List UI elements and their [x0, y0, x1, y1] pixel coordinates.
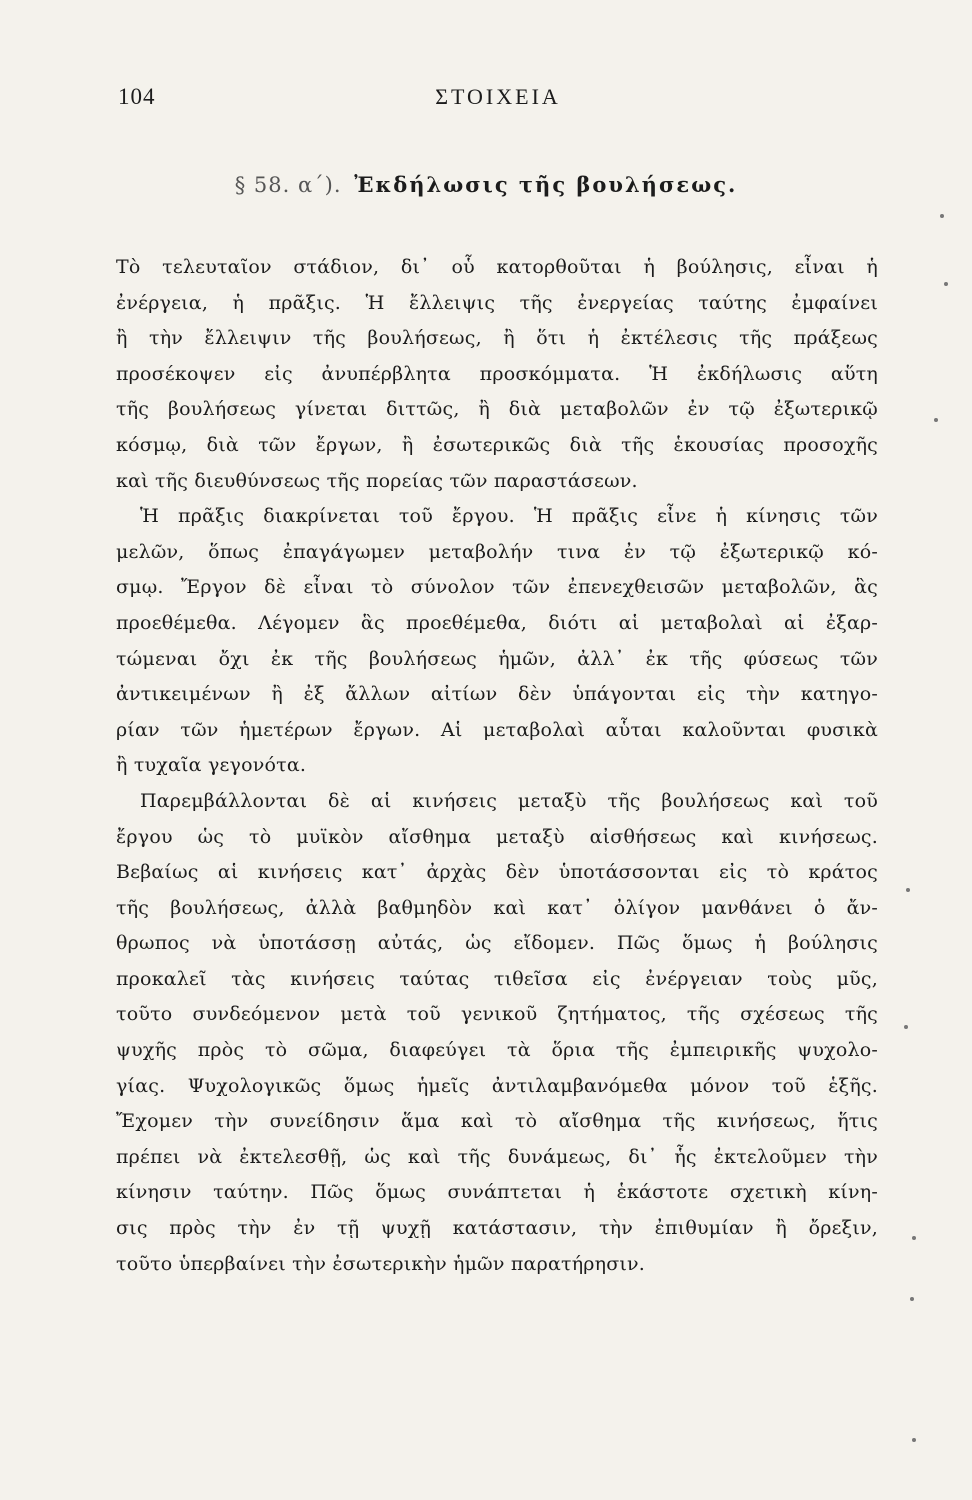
text-line: σμῳ. Ἔργον δὲ εἶναι τὸ σύνολον τῶν ἐπενεχθεισῶν μεταβολῶν, ἃς	[116, 576, 878, 599]
text-line: γίας. Ψυχολογικῶς ὅμως ἡμεῖς ἀντιλαμβανόμεθα μόνον τοῦ ἑξῆς.	[116, 1074, 878, 1097]
text-line: προκαλεῖ τὰς κινήσεις ταύτας τιθεῖσα εἰς ἐνέργειαν τοὺς μῦς,	[116, 967, 878, 990]
text-line: θρωπος νὰ ὑποτάσσῃ αὐτάς, ὡς εἴδομεν. Πῶς ὅμως ἡ βούλησις	[116, 932, 878, 955]
paragraph	[116, 784, 878, 1282]
book-title: ΣΤΟΙΧΕΙΑ	[435, 84, 561, 109]
text-line: ἢ τυχαῖα γεγονότα.	[116, 754, 307, 777]
text-line: ἀντικειμένων ἢ ἐξ ἄλλων αἰτίων δὲν ὑπάγονται εἰς τὴν κατηγο-	[116, 683, 878, 706]
text-line: τοῦτο συνδεόμενον μετὰ τοῦ γενικοῦ ζητήματος, τῆς σχέσεως τῆς	[116, 1003, 878, 1026]
text-line: ψυχῆς πρὸς τὸ σῶμα, διαφεύγει τὰ ὅρια τῆς ἐμπειρικῆς ψυχολο-	[116, 1039, 878, 1062]
text-line: Τὸ τελευταῖον στάδιον, δι᾽ οὗ κατορθοῦται ἡ βούλησις, εἶναι ἡ	[116, 256, 878, 278]
text-line: Βεβαίως αἱ κινήσεις κατ᾽ ἀρχὰς δὲν ὑποτάσσονται εἰς τὸ κράτος	[116, 861, 878, 884]
section-number: § 58. α΄).	[234, 173, 342, 197]
text-line: τῆς βουλήσεως γίνεται διττῶς, ἢ διὰ μεταβολῶν ἐν τῷ ἐξωτερικῷ	[116, 398, 878, 421]
text-line: κίνησιν ταύτην. Πῶς ὅμως συνάπτεται ἡ ἑκάστοτε σχετικὴ κίνη-	[116, 1181, 878, 1204]
text-line: κόσμῳ, διὰ τῶν ἔργων, ἢ ἐσωτερικῶς διὰ τῆς ἑκουσίας προσοχῆς	[116, 433, 878, 456]
text-line: ἢ τὴν ἔλλειψιν τῆς βουλήσεως, ἢ ὅτι ἡ ἐκτέλεσις τῆς πράξεως	[116, 327, 878, 350]
text-line: Ἔχομεν τὴν συνείδησιν ἅμα καὶ τὸ αἴσθημα τῆς κινήσεως, ἥτις	[116, 1110, 878, 1133]
paragraph	[116, 499, 878, 784]
text-line: Ἡ πρᾶξις διακρίνεται τοῦ ἔργου. Ἡ πρᾶξις εἶνε ἡ κίνησις τῶν	[140, 505, 878, 528]
body-text	[116, 250, 878, 1282]
text-line: τῆς βουλήσεως, ἀλλὰ βαθμηδὸν καὶ κατ᾽ ὀλίγον μανθάνει ὁ ἄν-	[116, 896, 878, 919]
section-title: Ἐκδήλωσις τῆς βουλήσεως.	[354, 172, 738, 197]
text-line: τώμεναι ὄχι ἐκ τῆς βουλήσεως ἡμῶν, ἀλλ᾽ ἐκ τῆς φύσεως τῶν	[116, 647, 878, 670]
text-line: μελῶν, ὅπως ἐπαγάγωμεν μεταβολήν τινα ἐν τῷ ἐξωτερικῷ κό-	[116, 540, 878, 563]
text-line: προσέκοψεν εἰς ἀνυπέρβλητα προσκόμματα. Ἡ ἐκδήλωσις αὕτη	[116, 362, 878, 385]
text-line: ἐνέργεια, ἡ πρᾶξις. Ἡ ἔλλειψις τῆς ἐνεργείας ταύτης ἐμφαίνει	[116, 291, 878, 314]
running-head	[118, 84, 878, 118]
text-line: καὶ τῆς διευθύνσεως τῆς πορείας τῶν παραστάσεων.	[116, 469, 638, 492]
paragraph	[116, 250, 878, 499]
text-line: σις πρὸς τὴν ἐν τῇ ψυχῇ κατάστασιν, τὴν ἐπιθυμίαν ἢ ὄρεξιν,	[116, 1217, 878, 1240]
text-line: ρίαν τῶν ἡμετέρων ἔργων. Αἱ μεταβολαὶ αὗται καλοῦνται φυσικὰ	[116, 718, 878, 741]
text-line: πρέπει νὰ ἐκτελεσθῇ, ὡς καὶ τῆς δυνάμεως, δι᾽ ἧς ἐκτελοῦμεν τὴν	[116, 1145, 878, 1168]
section-heading	[0, 172, 972, 197]
text-line: ἔργου ὡς τὸ μυϊκὸν αἴσθημα μεταξὺ αἰσθήσεως καὶ κινήσεως.	[116, 825, 878, 848]
text-line: προεθέμεθα. Λέγομεν ἃς προεθέμεθα, διότι αἱ μεταβολαὶ αἱ ἐξαρ-	[116, 611, 878, 634]
text-line: Παρεμβάλλονται δὲ αἱ κινήσεις μεταξὺ τῆς βουλήσεως καὶ τοῦ	[140, 789, 878, 812]
page-number: 104	[118, 84, 156, 109]
text-line: τοῦτο ὑπερβαίνει τὴν ἐσωτερικὴν ἡμῶν παρατήρησιν.	[116, 1252, 646, 1275]
